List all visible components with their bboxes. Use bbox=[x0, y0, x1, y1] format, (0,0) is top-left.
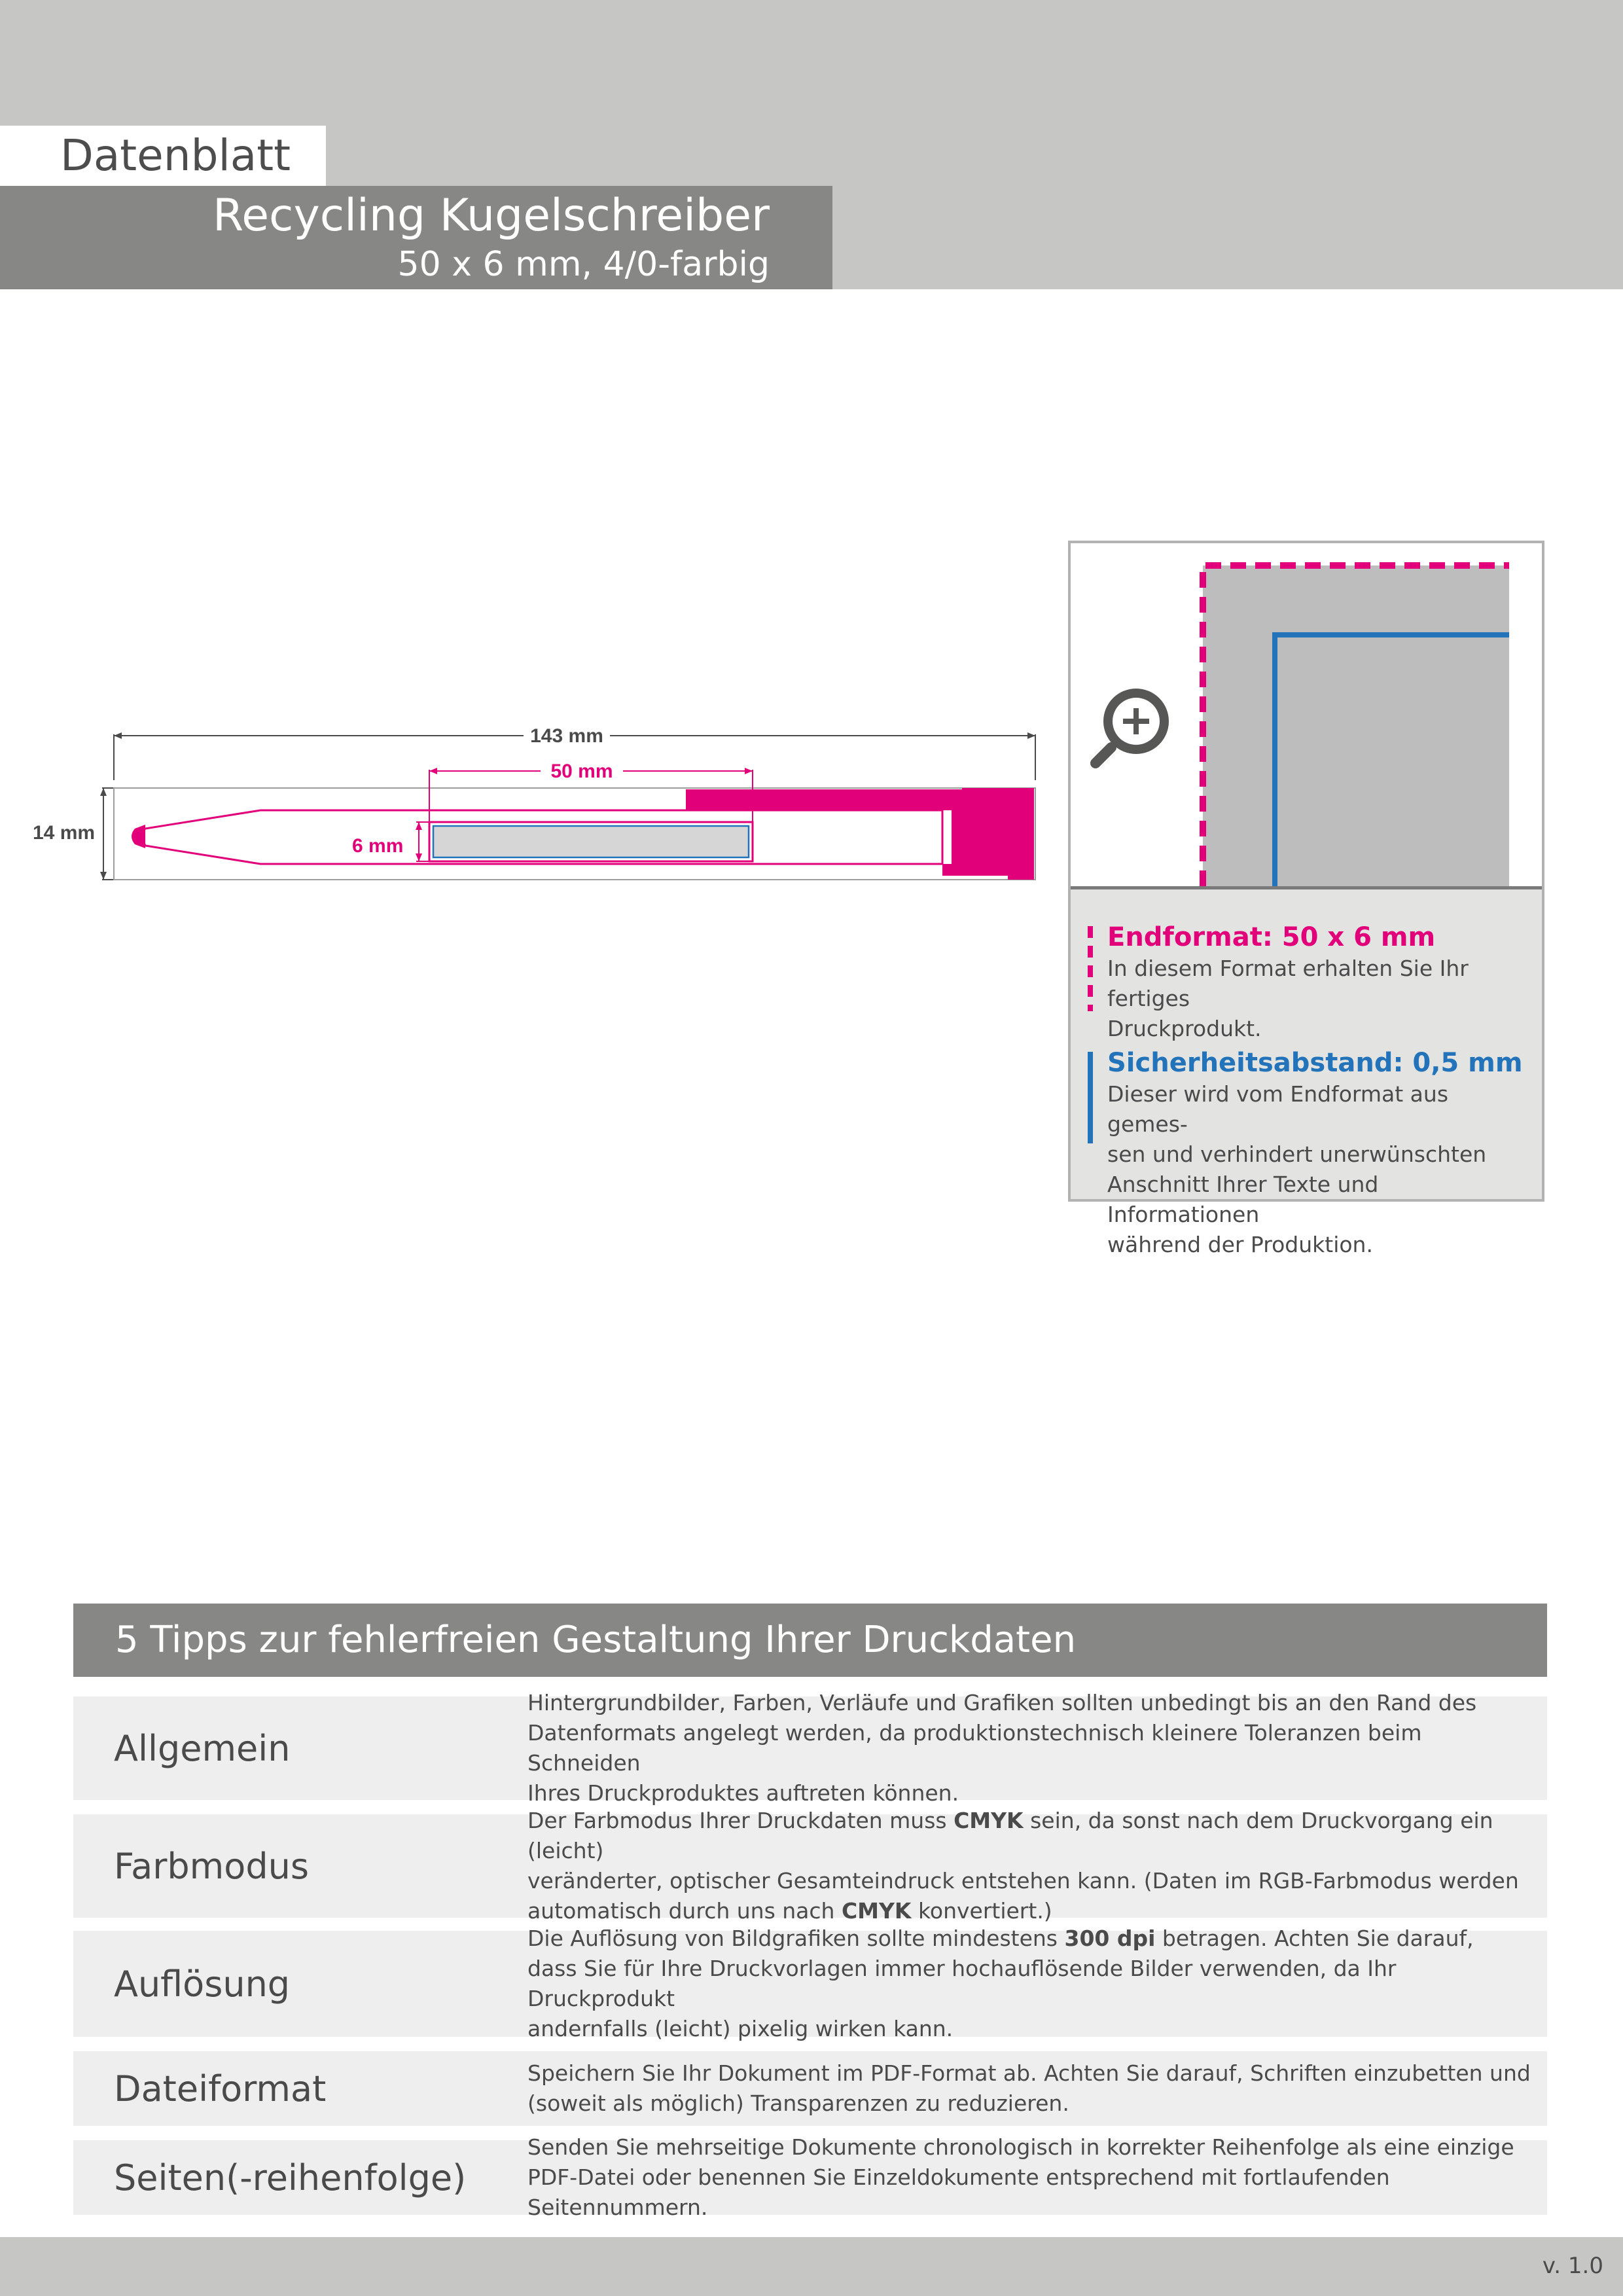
tip-text-line bbox=[527, 1924, 1534, 1954]
product-title: Recycling Kugelschreiber bbox=[213, 190, 770, 242]
print-height-label: 6 mm bbox=[352, 835, 404, 857]
safety-solid-marker bbox=[1088, 1052, 1093, 1143]
footer-band bbox=[0, 2237, 1623, 2296]
text-run: konvertiert.) bbox=[911, 1898, 1052, 1924]
safety-text-line: Anschnitt Ihrer Texte und Informationen bbox=[1107, 1172, 1379, 1227]
tip-text-line: Datenformats angelegt werden, da produktionstechnisch kleinere Toleranzen beim Schneiden bbox=[527, 1720, 1422, 1776]
emphasis-dpi: 300 dpi bbox=[1064, 1926, 1156, 1951]
tip-name: Farbmodus bbox=[114, 1845, 309, 1887]
tips-header: 5 Tipps zur fehlerfreien Gestaltung Ihrer Druckdaten bbox=[73, 1604, 1547, 1677]
print-width-label: 50 mm bbox=[550, 761, 613, 782]
tip-text bbox=[527, 2134, 1534, 2220]
tip-text-line bbox=[527, 1806, 1534, 1866]
safety-text-line: Dieser wird vom Endformat aus gemes- bbox=[1107, 1081, 1449, 1137]
format-preview-area bbox=[1203, 565, 1509, 886]
print-area bbox=[429, 822, 753, 861]
tip-text-line: (soweit als möglich) Transparenzen zu reduzieren. bbox=[527, 2090, 1069, 2116]
tip-text-line: Speichern Sie Ihr Dokument im PDF-Format ab. Achten Sie darauf, Schriften einzubetten und bbox=[527, 2060, 1531, 2086]
tip-text-line: dass Sie für Ihre Druckvorlagen immer hochauflösende Bilder verwenden, da Ihr Druckprodukt bbox=[527, 1956, 1397, 2011]
text-run: Der Farbmodus Ihrer Druckdaten muss bbox=[527, 1808, 954, 1833]
height-dimension bbox=[100, 788, 115, 880]
legend-endformat bbox=[1107, 921, 1533, 1044]
legend-safety-margin bbox=[1107, 1047, 1533, 1260]
text-run: automatisch durch uns nach bbox=[527, 1898, 842, 1924]
version-label: v. 1.0 bbox=[1542, 2253, 1603, 2279]
tip-text-line: Hintergrundbilder, Farben, Verläufe und Grafiken sollten unbedingt bis an den Rand des bbox=[527, 1690, 1477, 1715]
tip-text-line: Senden Sie mehrseitige Dokumente chronologisch in korrekter Reihenfolge als eine einzige bbox=[527, 2134, 1514, 2160]
tip-text-line: veränderter, optischer Gesamteindruck entstehen kann. (Daten im RGB-Farbmodus werden bbox=[527, 1868, 1519, 1893]
text-run: Die Auflösung von Bildgrafiken sollte mindestens bbox=[527, 1926, 1065, 1951]
tip-row-seitenreihenfolge bbox=[73, 2134, 1547, 2220]
legend-info bbox=[1071, 889, 1542, 1257]
zoom-in-icon bbox=[1096, 689, 1169, 763]
safety-text-line: sen und verhindert unerwünschten bbox=[1107, 1141, 1487, 1167]
tip-name: Auflösung bbox=[114, 1963, 291, 2005]
tip-row-farbmodus bbox=[73, 1808, 1547, 1924]
tip-name: Dateiformat bbox=[114, 2068, 327, 2109]
safety-text-line: während der Produktion. bbox=[1107, 1232, 1373, 1257]
tip-row-dateiformat bbox=[73, 2051, 1547, 2126]
tip-text bbox=[527, 2051, 1534, 2126]
legend-preview bbox=[1071, 543, 1542, 886]
tip-row-allgemein bbox=[73, 1690, 1547, 1806]
height-label: 14 mm bbox=[33, 822, 96, 844]
emphasis-cmyk: CMYK bbox=[841, 1898, 912, 1924]
product-subtitle: 50 x 6 mm, 4/0-farbig bbox=[397, 245, 770, 284]
text-run: betragen. Achten Sie darauf, bbox=[1155, 1926, 1474, 1951]
title-block bbox=[0, 186, 832, 289]
tip-text bbox=[527, 1690, 1534, 1806]
pen-technical-drawing bbox=[0, 707, 1073, 903]
tip-text bbox=[527, 1926, 1534, 2041]
tip-name: Seiten(-reihenfolge) bbox=[114, 2157, 467, 2198]
tip-text bbox=[527, 1808, 1534, 1924]
endformat-text-line: Druckprodukt. bbox=[1107, 1016, 1262, 1041]
endformat-text-line: In diesem Format erhalten Sie Ihr fertiges bbox=[1107, 956, 1469, 1011]
tip-text-line bbox=[527, 1896, 1534, 1926]
emphasis-cmyk: CMYK bbox=[954, 1808, 1024, 1833]
endformat-dashed-marker bbox=[1088, 926, 1093, 1011]
endformat-title: Endformat: 50 x 6 mm bbox=[1107, 922, 1436, 952]
tip-text-line: Ihres Druckproduktes auftreten können. bbox=[527, 1780, 959, 1806]
tip-row-aufloesung bbox=[73, 1926, 1547, 2041]
format-legend bbox=[1068, 541, 1544, 1257]
tip-name: Allgemein bbox=[114, 1727, 291, 1769]
tip-text-line: andernfalls (leicht) pixelig wirken kann. bbox=[527, 2016, 954, 2041]
total-length-label: 143 mm bbox=[530, 725, 603, 747]
document-label: Datenblatt bbox=[0, 126, 326, 186]
text-run: sein, da sonst nach dem Druckvorgang ein (leicht) bbox=[527, 1808, 1493, 1863]
tip-text-line: PDF-Datei oder benennen Sie Einzeldokumente entsprechend mit fortlaufenden Seitennummern. bbox=[527, 2164, 1390, 2220]
safety-title: Sicherheitsabstand: 0,5 mm bbox=[1107, 1048, 1523, 1078]
